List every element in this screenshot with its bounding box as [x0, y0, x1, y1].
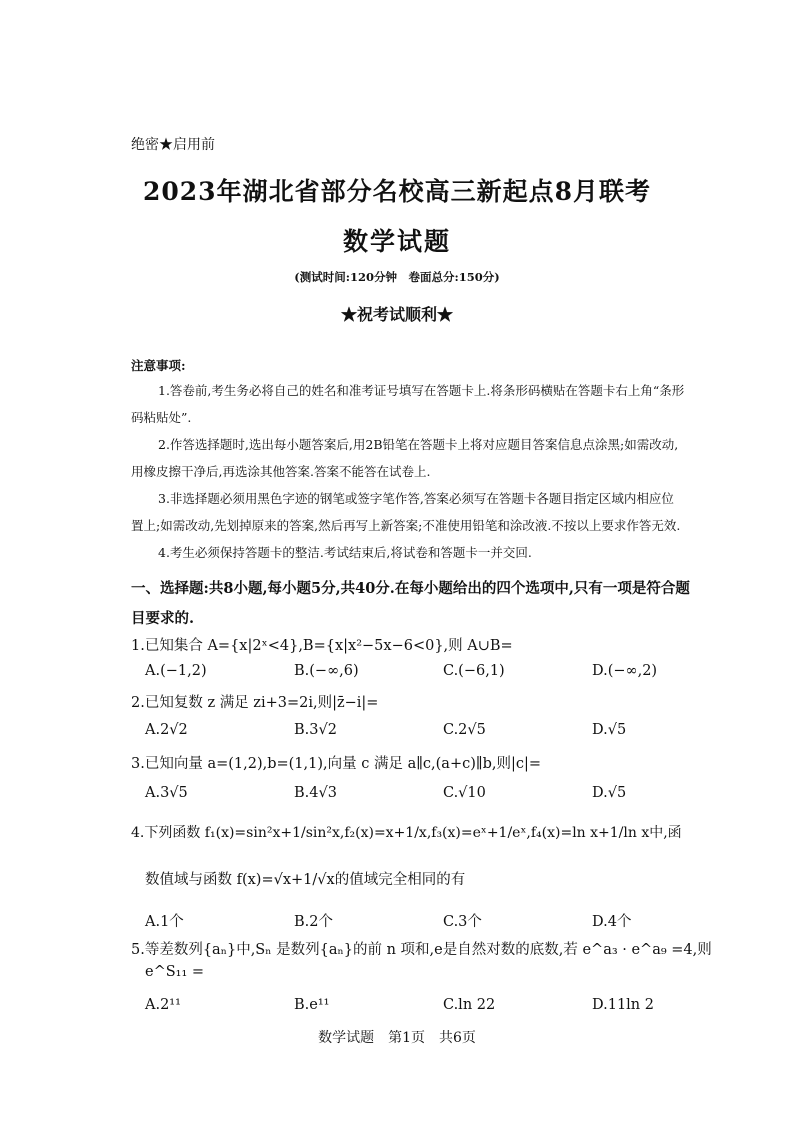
question-5-option-a: A.2¹¹	[145, 997, 181, 1013]
question-4-option-b: B.2个	[294, 914, 333, 930]
good-luck-line: ★祝考试顺利★	[340, 305, 453, 324]
question-1-stem: 1.已知集合 A={x|2ˣ<4},B={x|x²−5x−6<0},则 A∪B=	[131, 638, 513, 654]
question-2-stem: 2.已知复数 z 满足 zi+3=2i,则|z̄−i|=	[131, 695, 379, 711]
question-2-option-c: C.2√5	[443, 722, 486, 738]
question-5-stem: 5.等差数列{aₙ}中,Sₙ 是数列{aₙ}的前 n 项和,e是自然对数的底数,若 e^a₃ · e^a₉ =4,则	[131, 942, 712, 958]
question-5-option-c: C.ln 22	[443, 997, 496, 1013]
question-4-stem: 4.下列函数 f₁(x)=sin²x+1/sin²x,f₂(x)=x+1/x,f₃(x)=eˣ+1/eˣ,f₄(x)=ln x+1/ln x中,函	[131, 825, 682, 841]
question-1-option-d: D.(−∞,2)	[592, 663, 658, 679]
subject-title: 数学试题	[342, 227, 451, 256]
question-3-stem: 3.已知向量 a=(1,2),b=(1,1),向量 c 满足 a∥c,(a+c)∥b,则|c|=	[131, 756, 542, 772]
exam-info: (测试时间:120分钟 卷面总分:150分)	[294, 270, 500, 284]
question-4-stem-continued: 数值域与函数 f(x)=√x+1/√x的值域完全相同的有	[145, 872, 466, 888]
question-1-option-a: A.(−1,2)	[145, 663, 207, 679]
exam-title: 2023年湖北省部分名校高三新起点8月联考	[143, 177, 651, 206]
note-item: 2.作答选择题时,选出每小题答案后,用2B铅笔在答题卡上将对应题目答案信息点涂黑;如需改动,用橡皮擦干净后,再选涂其他答案.答案不能答在试卷上.	[131, 437, 679, 479]
note-item: 4.考生必须保持答题卡的整洁.考试结束后,将试卷和答题卡一并交回.	[158, 545, 532, 560]
question-3-option-c: C.√10	[443, 785, 486, 801]
question-4-option-a: A.1个	[145, 914, 184, 930]
note-item: 1.答卷前,考生务必将自己的姓名和准考证号填写在答题卡上.将条形码横贴在答题卡右上角“条形码粘贴处”.	[131, 383, 685, 425]
secret-label: 绝密★启用前	[131, 137, 215, 153]
question-4-option-c: C.3个	[443, 914, 482, 930]
question-4-option-d: D.4个	[592, 914, 632, 930]
notes-title: 注意事项:	[131, 358, 186, 373]
section-heading: 一、选择题:共8小题,每小题5分,共40分.在每小题给出的四个选项中,只有一项是符合题目要求的.	[131, 580, 690, 627]
page-footer: 数学试题 第1页 共6页	[318, 1030, 476, 1046]
question-1-option-b: B.(−∞,6)	[294, 663, 359, 679]
question-2-option-b: B.3√2	[294, 722, 337, 738]
question-2-option-a: A.2√2	[145, 722, 188, 738]
question-5-option-b: B.e¹¹	[294, 997, 330, 1013]
question-5-option-d: D.11ln 2	[592, 997, 654, 1013]
question-3-option-d: D.√5	[592, 785, 627, 801]
question-5-stem-continued: e^S₁₁ =	[145, 964, 205, 980]
question-3-option-a: A.3√5	[145, 785, 188, 801]
question-2-option-d: D.√5	[592, 722, 627, 738]
question-3-option-b: B.4√3	[294, 785, 337, 801]
note-item: 3.非选择题必须用黑色字迹的钢笔或签字笔作答,答案必须写在答题卡各题目指定区域内相应位置上;如需改动,先划掉原来的答案,然后再写上新答案;不准使用铅笔和涂改液.不按以上要求作答无效.	[131, 491, 681, 533]
question-1-option-c: C.(−6,1)	[443, 663, 505, 679]
